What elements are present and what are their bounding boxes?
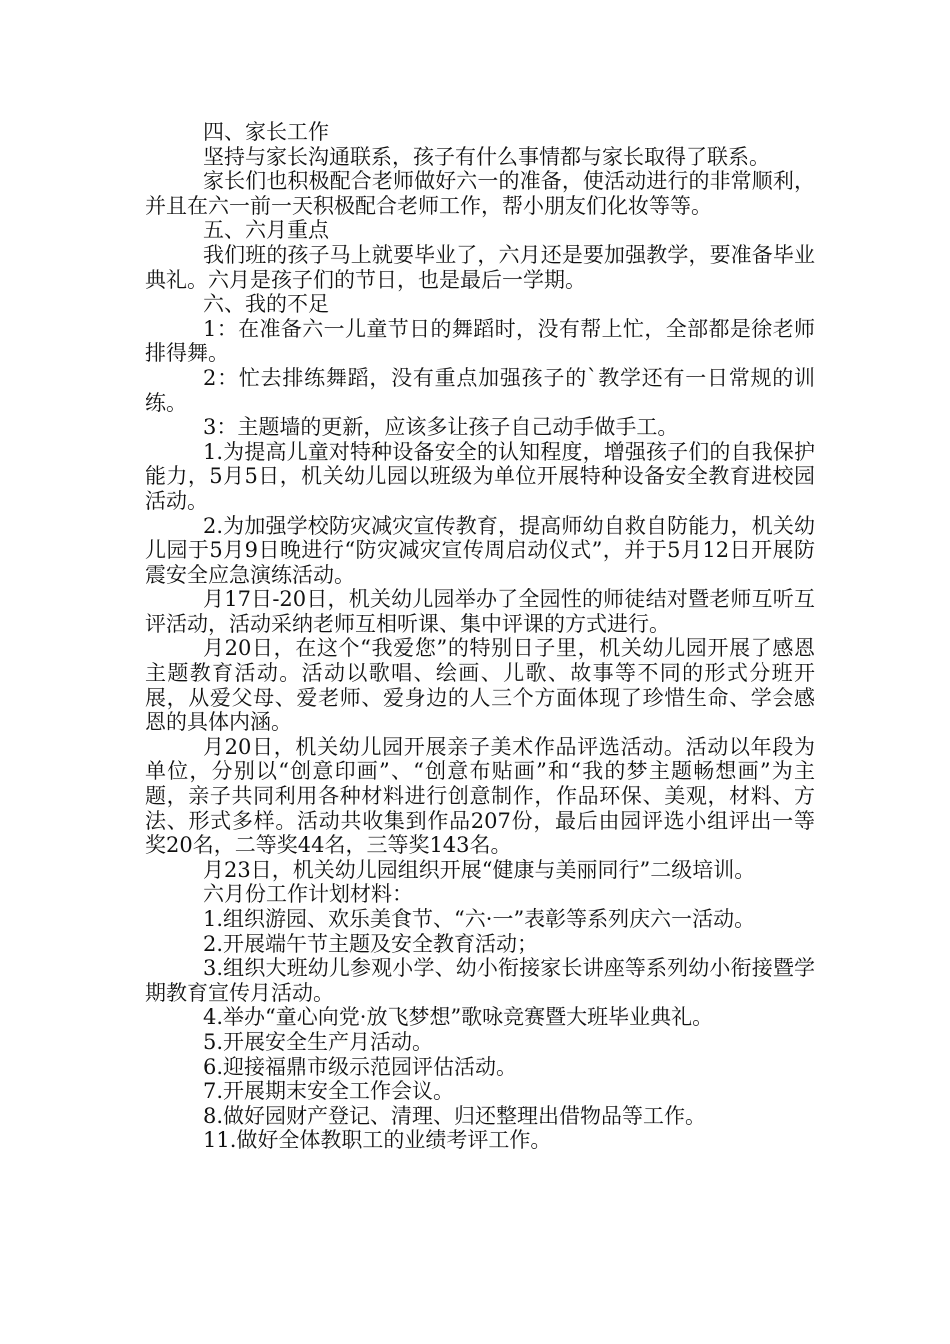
plan-item: 8.做好园财产登记、清理、归还整理出借物品等工作。: [203, 1103, 707, 1128]
paragraph: 2.为加强学校防灾减灾宣传教育，提高师幼自救自防能力，机关幼儿园于5月9日晚进行“防灾减灾宣传周启动仪式”，并于5月12日开展防震安全应急演练活动。: [145, 513, 815, 587]
section-heading-parents: 四、家长工作: [203, 120, 329, 144]
document-page: [145, 120, 815, 1153]
plan-item: 5.开展安全生产月活动。: [203, 1029, 434, 1054]
paragraph: 月17日-20日，机关幼儿园举办了全园性的师徒结对暨老师互听互评活动，活动采纳老师互相听课、集中评课的方式进行。: [145, 587, 815, 636]
section-heading-june-focus: 五、六月重点: [203, 218, 329, 243]
plan-item: 7.开展期末安全工作会议。: [203, 1079, 455, 1104]
section-heading-june-plan: 六月份工作计划材料：: [203, 882, 413, 907]
section-heading-shortcomings: 六、我的不足: [203, 292, 329, 317]
plan-item: 2.开展端午节主题及安全教育活动；: [203, 931, 539, 956]
paragraph: 月20日，机关幼儿园开展亲子美术作品评选活动。活动以年段为单位，分别以“创意印画”、“创意布贴画”和“我的梦主题畅想画”为主题，亲子共同利用各种材料进行创意制作，作品环保、美观，材料、方法、形式多样。活动共收集到作品207份，最后由园评选小组评出一等奖20名，二等奖44名，三等奖143名。: [145, 734, 815, 858]
list-item: 2：忙去排练舞蹈，没有重点加强孩子的`教学还有一日常规的训练。: [145, 365, 815, 415]
list-item: 3：主题墙的更新，应该多让孩子自己动手做手工。: [203, 415, 679, 440]
plan-item: 6.迎接福鼎市级示范园评估活动。: [203, 1054, 518, 1079]
plan-item: 11.做好全体教职工的业绩考评工作。: [203, 1128, 552, 1153]
plan-item: 3.组织大班幼儿参观小学、幼小衔接家长讲座等系列幼小衔接暨学期教育宣传月活动。: [145, 956, 815, 1005]
plan-item: 4.举办“童心向党·放飞梦想”歌咏竞赛暨大班毕业典礼。: [203, 1005, 714, 1030]
paragraph: 1.为提高儿童对特种设备安全的认知程度，增强孩子们的自我保护能力，5月5日，机关幼儿园以班级为单位开展特种设备安全教育进校园活动。: [145, 439, 815, 513]
plan-item: 1.组织游园、欢乐美食节、“六·一”表彰等系列庆六一活动。: [203, 907, 756, 931]
paragraph: 家长们也积极配合老师做好六一的准备，使活动进行的非常顺利，并且在六一前一天积极配合老师工作，帮小朋友们化妆等等。: [145, 169, 815, 218]
paragraph: 月23日，机关幼儿园组织开展“健康与美丽同行”二级培训。: [203, 857, 756, 882]
paragraph: 我们班的孩子马上就要毕业了，六月还是要加强教学，要准备毕业典礼。六月是孩子们的节日，也是最后一学期。: [145, 242, 815, 292]
list-item: 1：在准备六一儿童节日的舞蹈时，没有帮上忙，全部都是徐老师排得舞。: [145, 316, 815, 366]
paragraph: 月20日，在这个“我爱您”的特别日子里，机关幼儿园开展了感恩主题教育活动。活动以歌唱、绘画、儿歌、故事等不同的形式分班开展，从爱父母、爱老师、爱身边的人三个方面体现了珍惜生命、学会感恩的具体内涵。: [145, 636, 815, 735]
paragraph: 坚持与家长沟通联系，孩子有什么事情都与家长取得了联系。: [203, 144, 770, 169]
